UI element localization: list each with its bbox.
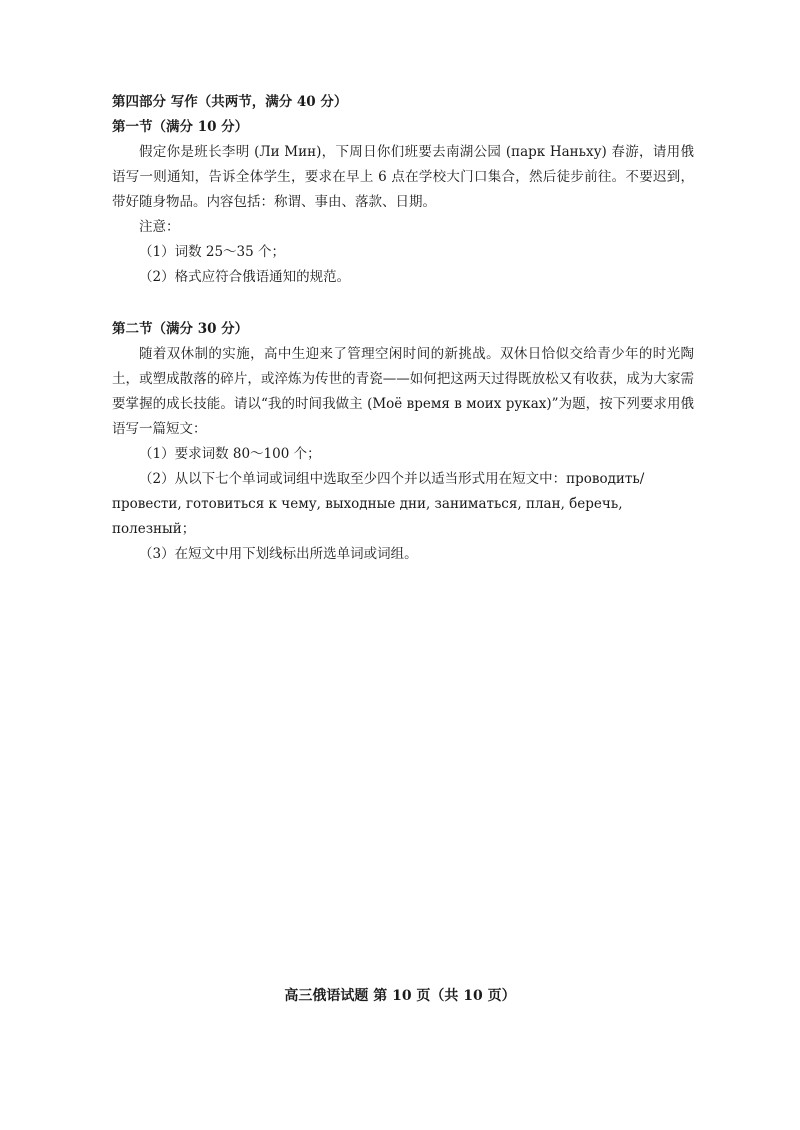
section2-title: 第二节（满分 30 分） [112, 321, 249, 337]
section2-prompt: 随着双休制的实施，高中生迎来了管理空闲时间的新挑战。双休日恰似交给青少年的时光陶土，或塑成散落的碎片，或淬炼为传世的青瓷——如何把这两天过得既放松又有收获，成为大家需要掌握的成长技能。请以“我的时间我做主 (Моё время в моих руках)”为题，按下列要求用俄语写一篇短文： [112, 346, 694, 437]
section-gap [112, 290, 694, 317]
section1-note-label: 注意： [139, 219, 180, 235]
section2-requirement: （2）从以下七个单词或词组中选取至少四个并以适当形式用在短文中：проводить/провести, готовиться к чему, выходные дни, заниматься, план, беречь, полезный； [112, 471, 645, 537]
section1-prompt: 假定你是班长李明 (Ли Мин)，下周日你们班要去南湖公园 (парк Наньху) 春游，请用俄语写一则通知，告诉全体学生，要求在早上 6 点在学校大门口集合，然后徒步前往。不要迟到，带好随身物品。内容包括：称谓、事由、落款、日期。 [112, 144, 694, 210]
section2-requirement: （3）在短文中用下划线标出所选单词或词组。 [139, 546, 418, 562]
section1-title: 第一节（满分 10 分） [112, 119, 249, 135]
section1-note: （2）格式应符合俄语通知的规范。 [139, 269, 351, 285]
part-title: 第四部分 写作（共两节，满分 40 分） [112, 94, 348, 110]
page-footer: 高三俄语试题 第 10 页（共 10 页） [284, 988, 516, 1004]
writing-section [112, 90, 694, 567]
section1-note: （1）词数 25～35 个； [139, 244, 286, 260]
section2-requirement: （1）要求词数 80～100 个； [139, 446, 321, 462]
